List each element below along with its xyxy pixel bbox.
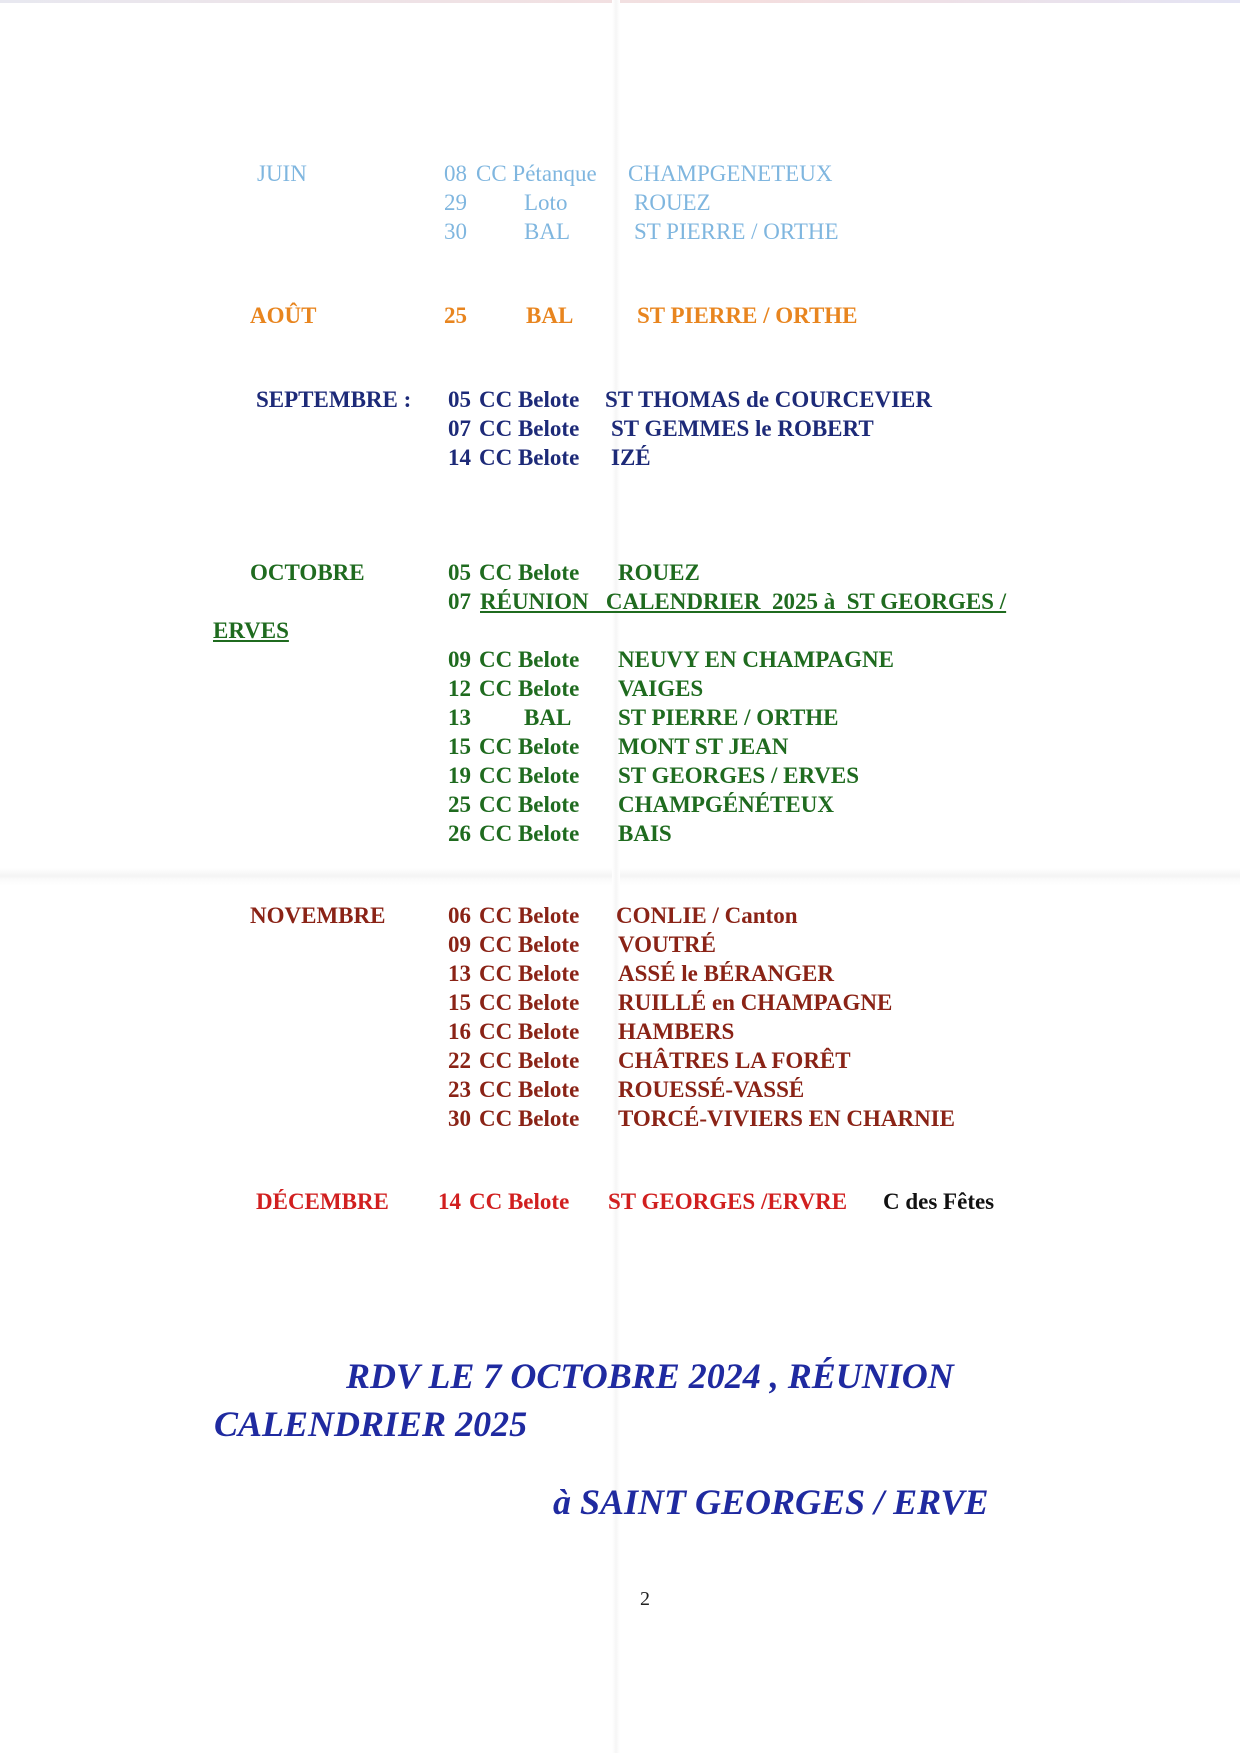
event-place: MONT ST JEAN <box>618 734 789 759</box>
event-type: CC Belote <box>479 416 580 441</box>
event-day: 13 <box>448 705 471 730</box>
event-day: 12 <box>448 676 471 701</box>
month-decembre: DÉCEMBRE <box>256 1189 389 1214</box>
event-place: BAIS <box>618 821 672 846</box>
reunion-text: RÉUNION CALENDRIER 2025 à ST GEORGES / <box>480 589 1007 614</box>
event-place: ST PIERRE / ORTHE <box>637 303 858 328</box>
event-type: CC Belote <box>479 792 580 817</box>
event-type: CC Belote <box>479 560 580 585</box>
event-place: ST GEORGES /ERVRE <box>608 1189 848 1214</box>
event-day: 15 <box>448 734 471 759</box>
event-day: 09 <box>448 932 471 957</box>
event-type: CC Belote <box>479 445 580 470</box>
event-day: 14 <box>438 1189 461 1214</box>
event-day: 08 <box>444 161 467 186</box>
event-type: BAL <box>524 219 570 244</box>
event-type: CC Belote <box>479 961 580 986</box>
event-type: CC Belote <box>479 903 580 928</box>
event-place: ST PIERRE / ORTHE <box>618 705 839 730</box>
event-type: CC Belote <box>479 676 580 701</box>
event-place: ST PIERRE / ORTHE <box>634 219 839 244</box>
announcement-line-2: CALENDRIER 2025 <box>214 1404 528 1444</box>
event-type: CC Belote <box>479 647 580 672</box>
announcement-line-3: à SAINT GEORGES / ERVE <box>553 1482 989 1522</box>
page-number: 2 <box>640 1588 650 1610</box>
event-place: HAMBERS <box>618 1019 735 1044</box>
reunion-day: 07 <box>448 589 471 614</box>
event-day: 05 <box>448 387 471 412</box>
event-type: BAL <box>526 303 574 328</box>
event-day: 14 <box>448 445 471 470</box>
event-place: CHÂTRES LA FORÊT <box>618 1048 851 1073</box>
event-day: 19 <box>448 763 471 788</box>
announcement-line-1: RDV LE 7 OCTOBRE 2024 , RÉUNION <box>346 1356 954 1396</box>
month-septembre: SEPTEMBRE : <box>256 387 412 412</box>
event-day: 06 <box>448 903 471 928</box>
event-type: CC Belote <box>479 990 580 1015</box>
event-place: NEUVY EN CHAMPAGNE <box>618 647 894 672</box>
paper-fold-horizontal <box>0 868 1240 886</box>
event-type: CC Belote <box>479 387 580 412</box>
event-day: 25 <box>448 792 471 817</box>
event-day: 05 <box>448 560 471 585</box>
event-type: CC Belote <box>479 1019 580 1044</box>
event-day: 09 <box>448 647 471 672</box>
reunion-continuation: ERVES <box>213 618 289 643</box>
month-aout: AOÛT <box>250 303 317 328</box>
event-day: 29 <box>444 190 467 215</box>
event-type: CC Belote <box>479 1048 580 1073</box>
event-type: CC Belote <box>479 734 580 759</box>
event-place: ASSÉ le BÉRANGER <box>618 961 834 986</box>
event-place: VOUTRÉ <box>618 932 716 957</box>
event-day: 16 <box>448 1019 471 1044</box>
event-day: 22 <box>448 1048 471 1073</box>
event-day: 30 <box>448 1106 471 1131</box>
event-place: IZÉ <box>611 445 651 470</box>
event-day: 30 <box>444 219 467 244</box>
event-type: CC Belote <box>479 1077 580 1102</box>
event-place: ROUEZ <box>618 560 700 585</box>
event-day: 26 <box>448 821 471 846</box>
month-novembre: NOVEMBRE <box>250 903 386 928</box>
paper-edge <box>0 0 1240 3</box>
event-place: CHAMPGÉNÉTEUX <box>618 792 834 817</box>
event-type: CC Pétanque <box>476 161 597 186</box>
event-day: 07 <box>448 416 471 441</box>
event-place: RUILLÉ en CHAMPAGNE <box>618 990 893 1015</box>
event-type: CC Belote <box>479 932 580 957</box>
event-day: 23 <box>448 1077 471 1102</box>
month-juin: JUIN <box>257 161 307 186</box>
event-place: TORCÉ-VIVIERS EN CHARNIE <box>618 1106 955 1131</box>
event-type: CC Belote <box>469 1189 570 1214</box>
event-place: CONLIE / Canton <box>616 903 798 928</box>
month-octobre: OCTOBRE <box>250 560 365 585</box>
event-type: CC Belote <box>479 1106 580 1131</box>
event-note: C des Fêtes <box>883 1189 995 1214</box>
event-type: CC Belote <box>479 821 580 846</box>
event-place: ST GEORGES / ERVES <box>618 763 859 788</box>
event-type: CC Belote <box>479 763 580 788</box>
event-place: ST GEMMES le ROBERT <box>611 416 874 441</box>
event-day: 13 <box>448 961 471 986</box>
event-day: 15 <box>448 990 471 1015</box>
event-type: BAL <box>524 705 572 730</box>
event-place: ROUESSÉ-VASSÉ <box>618 1077 805 1102</box>
event-day: 25 <box>444 303 467 328</box>
event-place: CHAMPGENETEUX <box>628 161 833 186</box>
event-place: ST THOMAS de COURCEVIER <box>605 387 932 412</box>
event-place: ROUEZ <box>634 190 711 215</box>
event-place: VAIGES <box>618 676 704 701</box>
event-type: Loto <box>524 190 568 215</box>
